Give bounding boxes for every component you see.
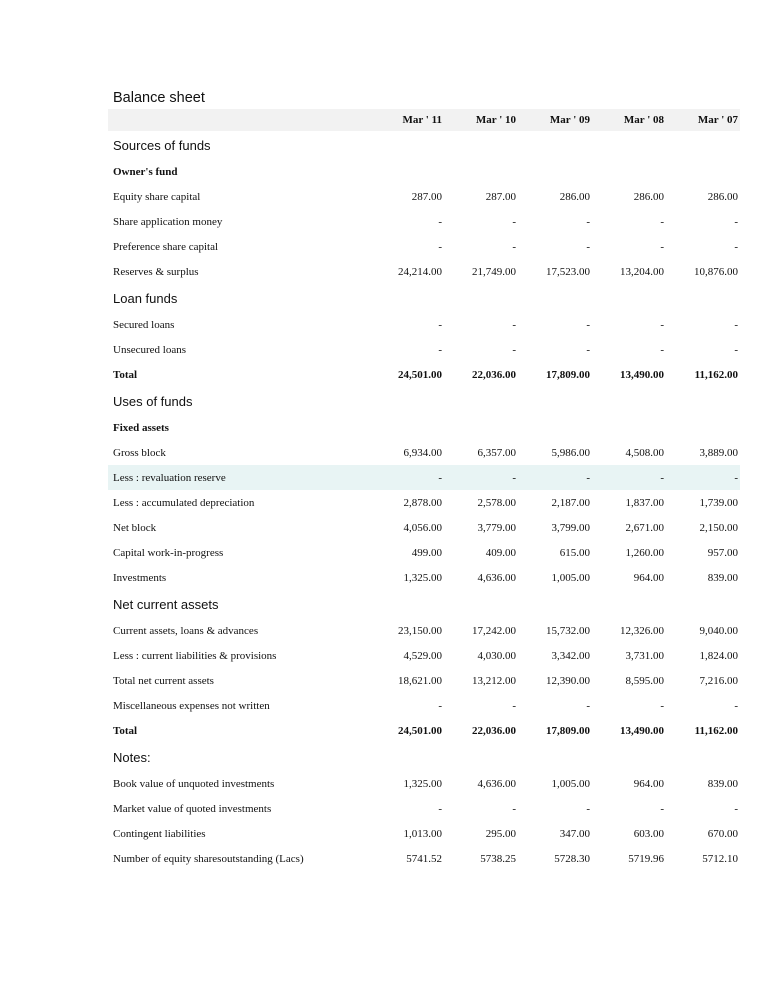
cell-value: 24,214.00	[398, 265, 442, 278]
cell-value: 11,162.00	[694, 724, 738, 737]
row-label: Investments	[113, 571, 167, 584]
table-row	[108, 312, 740, 337]
table-row	[108, 565, 740, 590]
cell-value: -	[438, 318, 442, 331]
cell-value: -	[660, 802, 664, 815]
subsection-heading: Fixed assets	[113, 421, 169, 434]
row-label: Equity share capital	[113, 190, 201, 203]
table-row	[108, 515, 740, 540]
cell-value: -	[734, 343, 738, 356]
cell-value: 957.00	[707, 546, 738, 559]
table-row	[108, 618, 740, 643]
table-row	[108, 796, 740, 821]
cell-value: 5738.25	[480, 852, 516, 865]
cell-value: 1,013.00	[403, 827, 442, 840]
column-header: Mar ' 07	[697, 114, 738, 126]
cell-value: 24,501.00	[398, 724, 442, 737]
cell-value: 5741.52	[406, 852, 442, 865]
cell-value: 2,878.00	[403, 496, 442, 509]
cell-value: 2,671.00	[625, 521, 664, 534]
table-row	[108, 184, 740, 209]
cell-value: 839.00	[707, 571, 738, 584]
section-heading: Loan funds	[113, 290, 178, 306]
section-row	[108, 387, 740, 415]
cell-value: 2,578.00	[477, 496, 516, 509]
cell-value: 287.00	[411, 190, 442, 203]
cell-value: 1,325.00	[403, 777, 442, 790]
column-header: Mar ' 11	[402, 114, 442, 126]
cell-value: -	[586, 215, 590, 228]
row-label: Share application money	[113, 215, 223, 228]
cell-value: -	[586, 240, 590, 253]
cell-value: 12,326.00	[620, 624, 664, 637]
sheet-title: Balance sheet	[113, 90, 205, 106]
cell-value: -	[734, 802, 738, 815]
row-label: Unsecured loans	[113, 343, 187, 356]
subsection-row	[108, 159, 740, 184]
cell-value: -	[660, 343, 664, 356]
cell-value: 964.00	[633, 777, 664, 790]
cell-value: 13,490.00	[620, 724, 664, 737]
row-label: Preference share capital	[113, 240, 219, 253]
cell-value: 6,934.00	[403, 446, 442, 459]
cell-value: 3,731.00	[625, 649, 664, 662]
table-row	[108, 540, 740, 565]
cell-value: 1,837.00	[625, 496, 664, 509]
cell-value: 5,986.00	[551, 446, 590, 459]
cell-value: 13,212.00	[472, 674, 516, 687]
cell-value: 3,342.00	[551, 649, 590, 662]
cell-value: -	[660, 318, 664, 331]
row-label: Total net current assets	[113, 674, 214, 687]
row-label: Book value of unquoted investments	[113, 777, 275, 790]
row-label: Market value of quoted investments	[113, 802, 272, 815]
cell-value: -	[512, 318, 516, 331]
cell-value: -	[512, 240, 516, 253]
cell-value: 2,187.00	[551, 496, 590, 509]
cell-value: 17,809.00	[546, 368, 590, 381]
cell-value: 24,501.00	[398, 368, 442, 381]
cell-value: 10,876.00	[694, 265, 738, 278]
cell-value: 287.00	[485, 190, 516, 203]
cell-value: 17,242.00	[472, 624, 516, 637]
cell-value: 286.00	[707, 190, 738, 203]
cell-value: -	[512, 215, 516, 228]
cell-value: -	[438, 240, 442, 253]
cell-value: 964.00	[633, 571, 664, 584]
table-row	[108, 821, 740, 846]
cell-value: 17,809.00	[546, 724, 590, 737]
table-row-highlighted	[108, 465, 740, 490]
row-label: Less : accumulated depreciation	[113, 496, 255, 509]
section-row	[108, 743, 740, 771]
cell-value: 3,799.00	[551, 521, 590, 534]
total-row	[108, 362, 740, 387]
cell-value: 2,150.00	[699, 521, 738, 534]
cell-value: 4,636.00	[477, 777, 516, 790]
cell-value: 1,260.00	[625, 546, 664, 559]
table-row	[108, 771, 740, 796]
table-row	[108, 337, 740, 362]
cell-value: -	[660, 240, 664, 253]
cell-value: 286.00	[559, 190, 590, 203]
row-label: Contingent liabilities	[113, 827, 206, 840]
cell-value: 1,739.00	[699, 496, 738, 509]
column-header: Mar ' 08	[623, 114, 664, 126]
section-row	[108, 131, 740, 159]
cell-value: 499.00	[411, 546, 442, 559]
row-label: Reserves & surplus	[113, 265, 199, 278]
subsection-heading: Owner's fund	[113, 165, 178, 178]
cell-value: 7,216.00	[699, 674, 738, 687]
section-row	[108, 284, 740, 312]
row-label: Total	[113, 724, 138, 737]
cell-value: -	[512, 699, 516, 712]
cell-value: -	[734, 471, 738, 484]
cell-value: 15,732.00	[546, 624, 590, 637]
cell-value: 11,162.00	[694, 368, 738, 381]
cell-value: -	[438, 471, 442, 484]
cell-value: 4,508.00	[625, 446, 664, 459]
cell-value: 22,036.00	[472, 368, 516, 381]
row-label: Less : current liabilities & provisions	[113, 649, 277, 662]
row-label: Capital work-in-progress	[113, 546, 224, 559]
row-label: Miscellaneous expenses not written	[113, 699, 270, 712]
cell-value: 4,529.00	[403, 649, 442, 662]
cell-value: 21,749.00	[472, 265, 516, 278]
cell-value: -	[660, 215, 664, 228]
cell-value: 6,357.00	[477, 446, 516, 459]
header-row	[108, 109, 740, 131]
cell-value: -	[438, 802, 442, 815]
cell-value: -	[438, 215, 442, 228]
balance-sheet	[108, 88, 740, 871]
row-label: Net block	[113, 521, 157, 534]
cell-value: -	[438, 699, 442, 712]
cell-value: -	[586, 343, 590, 356]
cell-value: -	[734, 215, 738, 228]
section-row	[108, 590, 740, 618]
cell-value: -	[660, 471, 664, 484]
column-header: Mar ' 10	[475, 114, 516, 126]
cell-value: 1,824.00	[699, 649, 738, 662]
cell-value: 23,150.00	[398, 624, 442, 637]
table-row	[108, 440, 740, 465]
cell-value: 5712.10	[702, 852, 738, 865]
table-row	[108, 259, 740, 284]
table-row	[108, 234, 740, 259]
cell-value: 603.00	[633, 827, 664, 840]
cell-value: 295.00	[485, 827, 516, 840]
cell-value: -	[660, 699, 664, 712]
cell-value: -	[438, 343, 442, 356]
balance-sheet-table	[108, 109, 740, 871]
cell-value: 13,204.00	[620, 265, 664, 278]
cell-value: -	[734, 699, 738, 712]
row-label: Less : revaluation reserve	[113, 471, 226, 484]
section-heading: Sources of funds	[113, 137, 211, 153]
total-row	[108, 718, 740, 743]
section-heading: Uses of funds	[113, 393, 193, 409]
cell-value: 8,595.00	[625, 674, 664, 687]
cell-value: -	[586, 471, 590, 484]
cell-value: 670.00	[707, 827, 738, 840]
section-heading: Net current assets	[113, 596, 219, 612]
table-row	[108, 846, 740, 871]
row-label: Secured loans	[113, 318, 175, 331]
table-row	[108, 693, 740, 718]
table-row	[108, 490, 740, 515]
subsection-row	[108, 415, 740, 440]
column-header: Mar ' 09	[549, 114, 590, 126]
row-label: Total	[113, 368, 138, 381]
cell-value: 1,005.00	[551, 777, 590, 790]
cell-value: -	[586, 802, 590, 815]
row-label: Gross block	[113, 446, 166, 459]
cell-value: 347.00	[559, 827, 590, 840]
cell-value: 4,636.00	[477, 571, 516, 584]
cell-value: 17,523.00	[546, 265, 590, 278]
cell-value: -	[512, 343, 516, 356]
table-row	[108, 668, 740, 693]
cell-value: 1,325.00	[403, 571, 442, 584]
row-label: Number of equity sharesoutstanding (Lacs)	[113, 852, 304, 865]
table-row	[108, 643, 740, 668]
cell-value: 839.00	[707, 777, 738, 790]
cell-value: 5728.30	[554, 852, 590, 865]
cell-value: -	[512, 802, 516, 815]
header-blank	[108, 109, 370, 131]
cell-value: -	[734, 318, 738, 331]
cell-value: 9,040.00	[699, 624, 738, 637]
cell-value: 4,056.00	[403, 521, 442, 534]
cell-value: 4,030.00	[477, 649, 516, 662]
row-label: Current assets, loans & advances	[113, 624, 259, 637]
cell-value: 12,390.00	[546, 674, 590, 687]
cell-value: 3,889.00	[699, 446, 738, 459]
cell-value: 22,036.00	[472, 724, 516, 737]
cell-value: 615.00	[559, 546, 590, 559]
cell-value: 1,005.00	[551, 571, 590, 584]
cell-value: 18,621.00	[398, 674, 442, 687]
cell-value: 5719.96	[628, 852, 664, 865]
table-row	[108, 209, 740, 234]
cell-value: -	[586, 699, 590, 712]
section-heading: Notes:	[113, 749, 151, 765]
cell-value: -	[512, 471, 516, 484]
cell-value: 13,490.00	[620, 368, 664, 381]
cell-value: -	[586, 318, 590, 331]
cell-value: 409.00	[485, 546, 516, 559]
cell-value: -	[734, 240, 738, 253]
cell-value: 3,779.00	[477, 521, 516, 534]
cell-value: 286.00	[633, 190, 664, 203]
